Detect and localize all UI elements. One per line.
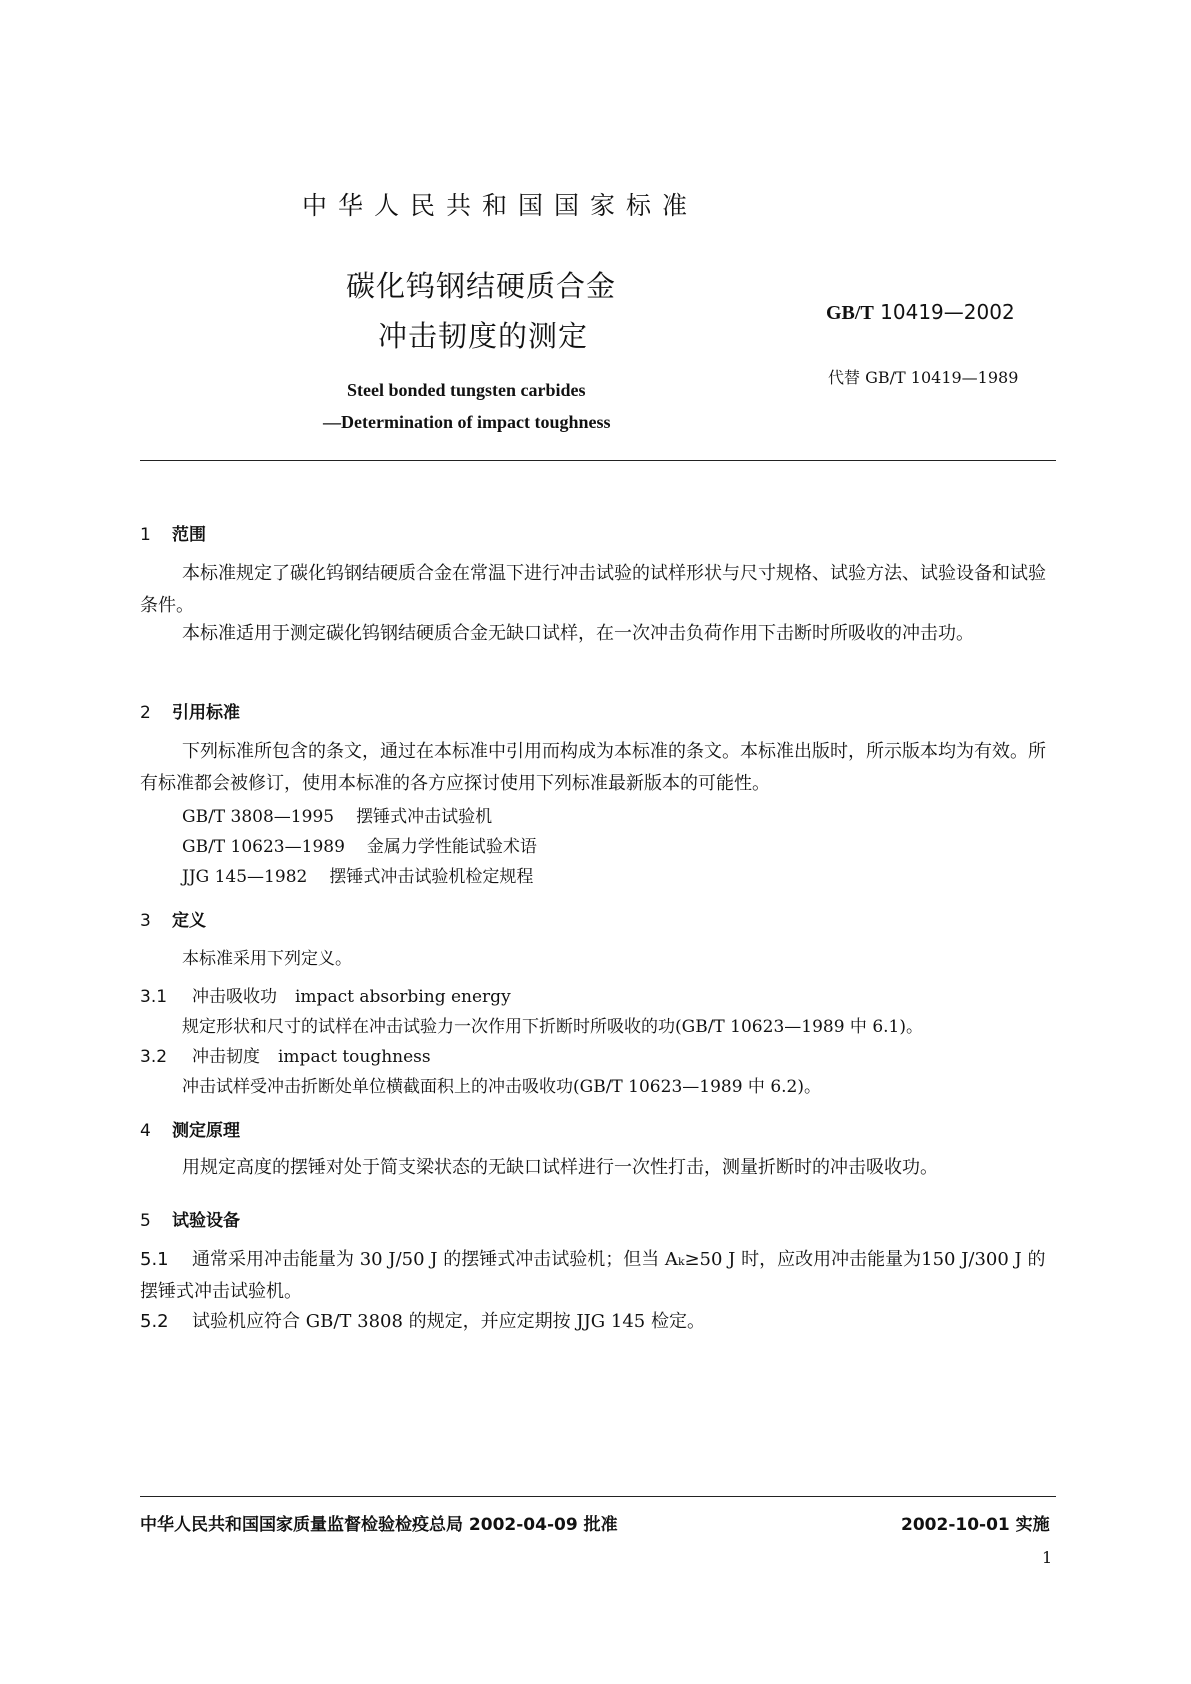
standard-code: 10419—2002 <box>880 300 1015 324</box>
section-4-heading <box>140 1116 240 1141</box>
title-en-line2: —Determination of impact toughness <box>323 412 611 432</box>
paragraph-text: 用规定高度的摆锤对处于简支梁状态的无缺口试样进行一次性打击，测量折断时的冲击吸收功。 <box>182 1157 938 1178</box>
section-1-paragraph-1 <box>140 558 1056 622</box>
section-3-heading <box>140 906 206 931</box>
reference-item <box>182 802 492 827</box>
reference-item <box>182 832 537 857</box>
definition-3-2-heading <box>140 1042 431 1067</box>
clause-number: 5.1 <box>140 1249 169 1270</box>
section-4-paragraph-1 <box>140 1152 1056 1184</box>
reference-name: 摆锤式冲击试验机 <box>356 807 493 827</box>
section-number: 4 <box>140 1121 151 1141</box>
reference-code: JJG 145—1982 <box>182 867 308 887</box>
section-title: 引用标准 <box>172 703 240 723</box>
reference-name: 摆锤式冲击试验机检定规程 <box>329 867 534 887</box>
definition-3-1-text: 规定形状和尺寸的试样在冲击试验力一次作用下折断时所吸收的功(GB/T 10623—1989 中 6.1)。 <box>182 1017 923 1037</box>
header-divider <box>140 460 1056 461</box>
definition-term: 冲击吸收功 <box>192 987 277 1007</box>
standard-number <box>826 300 1015 325</box>
reference-name: 金属力学性能试验术语 <box>366 837 537 857</box>
section-number: 2 <box>140 703 151 723</box>
page-number: 1 <box>1042 1548 1053 1567</box>
definition-term-en: impact absorbing energy <box>295 987 511 1007</box>
paragraph-text: 本标准规定了碳化钨钢结硬质合金在常温下进行冲击试验的试样形状与尺寸规格、试验方法、试验设备和试验条件。 <box>140 563 1046 616</box>
definition-3-2-text: 冲击试样受冲击折断处单位横截面积上的冲击吸收功(GB/T 10623—1989 中 6.2)。 <box>182 1077 821 1097</box>
reference-item <box>182 862 533 887</box>
section-title: 范围 <box>172 525 206 545</box>
section-1-paragraph-2 <box>140 618 1056 650</box>
section-3-intro: 本标准采用下列定义。 <box>182 949 352 969</box>
title-cn-line1: 碳化钨钢结硬质合金 <box>346 269 617 303</box>
clause-text: 通常采用冲击能量为 30 J/50 J 的摆锤式冲击试验机；但当 Aₖ≥50 J 时，应改用冲击能量为150 J/300 J 的摆锤式冲击试验机。 <box>140 1249 1046 1302</box>
standard-prefix: GB/T <box>826 302 874 324</box>
reference-code: GB/T 10623—1989 <box>182 837 345 857</box>
section-1-heading <box>140 520 206 545</box>
replaces-standard: 代替 GB/T 10419—1989 <box>828 368 1019 387</box>
implementation-date: 2002-10-01 实施 <box>901 1515 1050 1535</box>
definition-term-en: impact toughness <box>278 1047 431 1067</box>
national-standard-header: 中华人民共和国国家标准 <box>302 191 699 220</box>
section-title: 测定原理 <box>172 1121 240 1141</box>
approval-statement: 中华人民共和国国家质量监督检验检疫总局 2002-04-09 批准 <box>140 1515 618 1535</box>
clause-5-1 <box>140 1244 1056 1308</box>
definition-3-1-heading <box>140 982 511 1007</box>
title-en-line1: Steel bonded tungsten carbides <box>347 380 586 400</box>
section-2-heading <box>140 698 240 723</box>
section-5-heading <box>140 1206 240 1231</box>
section-number: 1 <box>140 525 151 545</box>
reference-code: GB/T 3808—1995 <box>182 807 335 827</box>
section-title: 试验设备 <box>172 1211 240 1231</box>
section-title: 定义 <box>172 911 206 931</box>
clause-number: 5.2 <box>140 1311 169 1332</box>
clause-number: 3.2 <box>140 1047 168 1067</box>
section-number: 5 <box>140 1211 151 1231</box>
clause-number: 3.1 <box>140 987 168 1007</box>
section-2-paragraph-1 <box>140 736 1056 800</box>
footer-divider <box>140 1496 1056 1497</box>
clause-text: 试验机应符合 GB/T 3808 的规定，并应定期按 JJG 145 检定。 <box>192 1311 705 1332</box>
paragraph-text: 本标准适用于测定碳化钨钢结硬质合金无缺口试样，在一次冲击负荷作用下击断时所吸收的冲击功。 <box>182 623 974 644</box>
clause-5-2 <box>140 1306 1056 1338</box>
section-number: 3 <box>140 911 151 931</box>
title-cn-line2: 冲击韧度的测定 <box>378 319 589 353</box>
definition-term: 冲击韧度 <box>192 1047 260 1067</box>
paragraph-text: 下列标准所包含的条文，通过在本标准中引用而构成为本标准的条文。本标准出版时，所示版本均为有效。所有标准都会被修订，使用本标准的各方应探讨使用下列标准最新版本的可能性。 <box>140 741 1046 794</box>
